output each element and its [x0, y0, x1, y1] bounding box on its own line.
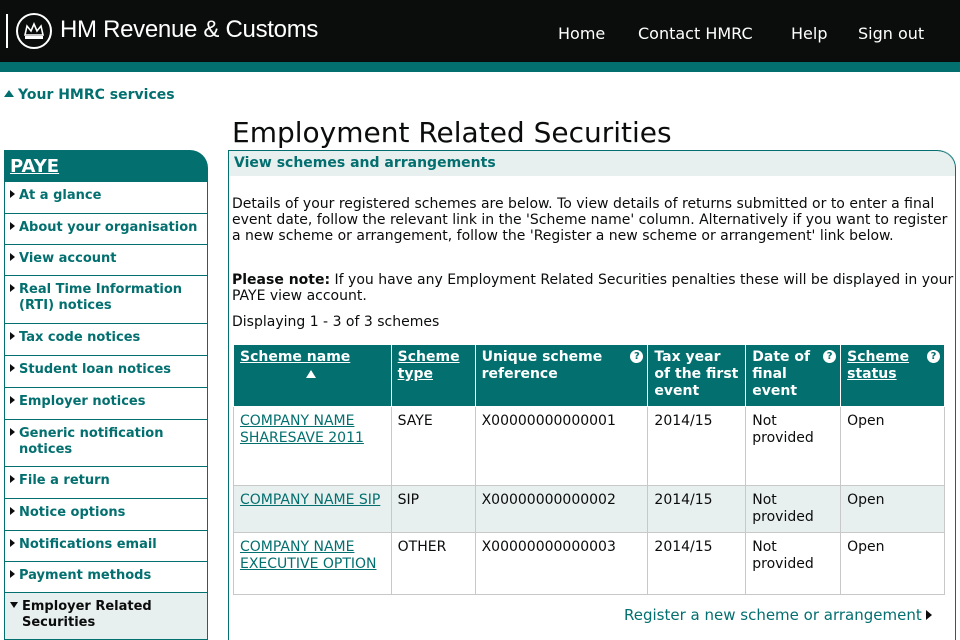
register-link-label: Register a new scheme or arrangement: [624, 606, 922, 624]
sidebar-item-label: Real Time Information (RTI) notices: [19, 282, 183, 313]
triangle-right-icon: [10, 475, 15, 483]
brand-name[interactable]: HM Revenue & Customs: [60, 16, 319, 43]
sidebar-item-file-a-return[interactable]: [4, 467, 208, 499]
header-label[interactable]: Scheme name: [240, 349, 351, 365]
sidebar-item-label: Notifications email: [19, 537, 157, 552]
col-header-scheme-type[interactable]: [391, 345, 475, 407]
sidebar-item-label: Employer Related Securities: [22, 599, 152, 630]
sort-ascending-icon[interactable]: [306, 370, 316, 378]
note-text: If you have any Employment Related Securities penalties these will be displayed in your PAYE view account.: [232, 272, 954, 304]
tax-year-cell: 2014/15: [648, 486, 746, 533]
scheme-reference-cell: X00000000000003: [475, 533, 648, 595]
header-label[interactable]: Scheme status: [847, 349, 910, 382]
triangle-right-icon: [10, 428, 15, 436]
sidebar-item-at-a-glance[interactable]: [4, 182, 208, 214]
nav-help[interactable]: Help: [791, 24, 828, 43]
triangle-right-icon: [10, 284, 15, 292]
sidebar-item-view-account[interactable]: [4, 245, 208, 276]
scheme-name-link[interactable]: COMPANY NAME EXECUTIVE OPTION: [234, 533, 392, 595]
status-cell: Open: [841, 407, 945, 486]
sidebar-header: [4, 150, 208, 182]
scheme-type-cell: OTHER: [391, 533, 475, 595]
scheme-name-link[interactable]: COMPANY NAME SHARESAVE 2011: [234, 407, 392, 486]
header-label: Unique scheme reference: [481, 349, 603, 382]
schemes-table: [233, 344, 945, 595]
col-header-date-of-final-event: [746, 345, 841, 407]
sidebar-item-label: Notice options: [19, 505, 126, 520]
sidebar-item-label: Tax code notices: [19, 330, 141, 345]
register-new-scheme-link[interactable]: [624, 606, 932, 624]
col-header-unique-scheme-reference: [475, 345, 648, 407]
panel-heading: View schemes and arrangements: [234, 155, 496, 171]
crown-crest-icon: [16, 13, 52, 49]
header-label[interactable]: Scheme type: [397, 349, 460, 382]
sidebar-item-about-your-organisation[interactable]: [4, 214, 208, 245]
sidebar-item-generic-notification-notices[interactable]: [4, 420, 208, 467]
col-header-scheme-status[interactable]: [841, 345, 945, 407]
table-row: [234, 533, 945, 595]
nav-contact-hmrc[interactable]: Contact HMRC: [638, 24, 753, 43]
final-event-cell: Not provided: [746, 486, 841, 533]
your-hmrc-services-link[interactable]: [4, 87, 175, 103]
table-row: [234, 407, 945, 486]
nav-sign-out[interactable]: Sign out: [858, 24, 925, 43]
header-band: [0, 62, 960, 72]
col-header-scheme-name[interactable]: [234, 345, 392, 407]
help-question-icon[interactable]: ?: [630, 350, 643, 363]
scheme-reference-cell: X00000000000002: [475, 486, 648, 533]
top-header: [0, 0, 960, 62]
col-header-tax-year: [648, 345, 746, 407]
sidebar-item-label: Generic notification notices: [19, 426, 164, 457]
table-header-row: [234, 345, 945, 407]
sidebar-item-employer-related-securities[interactable]: [4, 593, 208, 640]
triangle-right-icon: [10, 332, 15, 340]
tax-year-cell: 2014/15: [648, 533, 746, 595]
sidebar-item-label: Employer notices: [19, 394, 146, 409]
header-label: Date of final event: [752, 349, 811, 399]
sidebar-item-label: Student loan notices: [19, 362, 172, 377]
triangle-right-icon: [926, 610, 932, 620]
note-label: Please note:: [232, 272, 331, 288]
scheme-type-cell: SIP: [391, 486, 475, 533]
triangle-right-icon: [10, 570, 15, 578]
final-event-cell: Not provided: [746, 407, 841, 486]
scheme-type-cell: SAYE: [391, 407, 475, 486]
results-count: Displaying 1 - 3 of 3 schemes: [232, 314, 440, 330]
status-cell: Open: [841, 486, 945, 533]
tax-year-cell: 2014/15: [648, 407, 746, 486]
triangle-down-icon: [10, 602, 18, 608]
services-label: Your HMRC services: [18, 87, 175, 103]
sidebar-title[interactable]: PAYE: [10, 156, 60, 177]
triangle-right-icon: [10, 364, 15, 372]
header-label: Tax year of the first event: [654, 349, 739, 399]
help-question-icon[interactable]: ?: [823, 350, 836, 363]
sidebar-item-payment-methods[interactable]: [4, 562, 208, 593]
sidebar-item-rti-notices[interactable]: [4, 276, 208, 324]
triangle-right-icon: [10, 507, 15, 515]
status-cell: Open: [841, 533, 945, 595]
triangle-right-icon: [10, 539, 15, 547]
sidebar-item-employer-notices[interactable]: [4, 388, 208, 420]
triangle-right-icon: [10, 396, 15, 404]
triangle-up-icon: [4, 90, 14, 97]
triangle-right-icon: [10, 222, 15, 230]
scheme-name-link[interactable]: COMPANY NAME SIP: [234, 486, 392, 533]
help-question-icon[interactable]: ?: [927, 350, 940, 363]
sidebar: [4, 150, 208, 640]
sidebar-item-label: File a return: [19, 473, 110, 488]
scheme-reference-cell: X00000000000001: [475, 407, 648, 486]
final-event-cell: Not provided: [746, 533, 841, 595]
sidebar-item-notice-options[interactable]: [4, 499, 208, 531]
triangle-right-icon: [10, 253, 15, 261]
sidebar-item-label: About your organisation: [19, 220, 198, 235]
page-title: Employment Related Securities: [232, 116, 672, 149]
sidebar-item-student-loan-notices[interactable]: [4, 356, 208, 388]
nav-home[interactable]: Home: [558, 24, 606, 43]
brand-rule: [6, 14, 8, 48]
triangle-right-icon: [10, 190, 15, 198]
penalty-note: [232, 272, 954, 304]
sidebar-item-notifications-email[interactable]: [4, 531, 208, 562]
sidebar-item-label: At a glance: [19, 188, 102, 203]
sidebar-item-label: View account: [19, 251, 117, 266]
intro-text: Details of your registered schemes are below. To view details of returns submitted or to enter a final event date, follow the relevant link in the 'Scheme name' column. Alternatively if you want to register a new scheme or arrangement, follow the 'Register a new scheme or arrangement' link below.: [232, 196, 948, 244]
sidebar-item-label: Payment methods: [19, 568, 152, 583]
sidebar-item-tax-code-notices[interactable]: [4, 324, 208, 356]
table-row: [234, 486, 945, 533]
panel-header: [229, 150, 955, 176]
